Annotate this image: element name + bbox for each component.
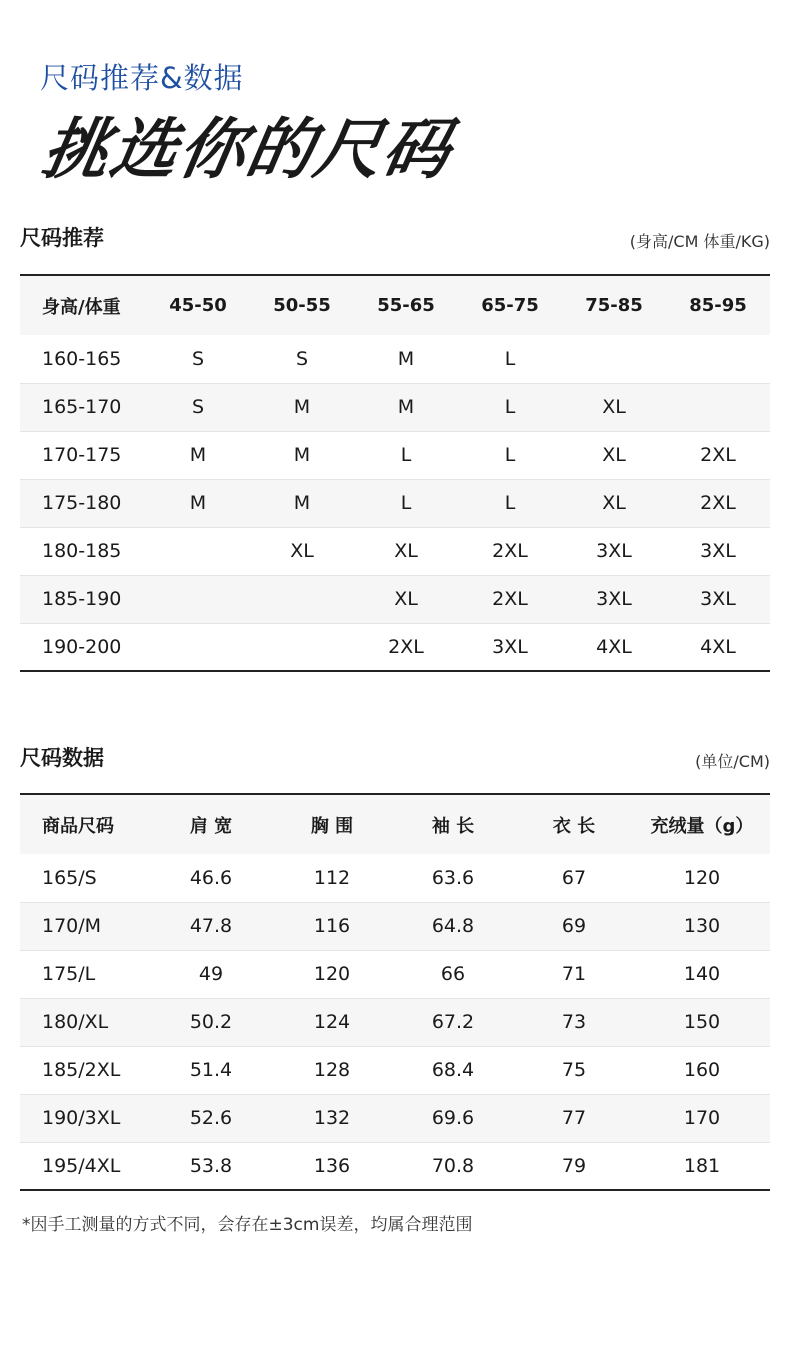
row-label-cell: 170-175 [20, 431, 146, 479]
column-header: 衣 长 [552, 815, 596, 837]
table-cell: XL [562, 383, 666, 431]
table-cell: 128 [272, 1046, 392, 1094]
column-header: 袖 长 [431, 815, 475, 837]
recommend-unit: (身高/CM 体重/KG) [629, 232, 770, 251]
size-recommend-table [20, 274, 770, 672]
data-unit: (单位/CM) [695, 752, 770, 771]
table-row [20, 383, 770, 431]
table-cell: 75 [514, 1046, 634, 1094]
table-row [20, 854, 770, 902]
table-cell: 69 [514, 902, 634, 950]
column-header: 85-95 [689, 295, 747, 316]
table-cell [146, 527, 250, 575]
row-label-cell: 190-200 [20, 623, 146, 671]
table-cell [250, 575, 354, 623]
table-cell: 68.4 [392, 1046, 514, 1094]
table-row [20, 527, 770, 575]
row-label-cell: 195/4XL [20, 1142, 150, 1190]
table-cell: 4XL [562, 623, 666, 671]
table-cell: M [354, 383, 458, 431]
row-label-cell: 160-165 [42, 347, 122, 370]
table-cell: 2XL [458, 527, 562, 575]
row-label-cell: 180-185 [20, 527, 146, 575]
table-row [20, 1046, 770, 1094]
column-header: 肩 宽 [189, 815, 233, 837]
table-row [20, 950, 770, 998]
table-cell: 3XL [458, 623, 562, 671]
table-row [20, 431, 770, 479]
table-cell: 50.2 [150, 998, 272, 1046]
column-header: 充绒量（g） [650, 815, 754, 837]
table-cell: 67.2 [392, 998, 514, 1046]
table-cell: XL [354, 527, 458, 575]
row-label-cell: 175-180 [20, 479, 146, 527]
table-cell: 3XL [666, 575, 770, 623]
column-header: 胸 围 [310, 815, 354, 837]
table-cell: 112 [313, 866, 351, 889]
table-cell: 140 [634, 950, 770, 998]
table-cell: 79 [514, 1142, 634, 1190]
table-cell: 3XL [666, 527, 770, 575]
table-cell [146, 623, 250, 671]
table-cell: 3XL [562, 575, 666, 623]
table-cell [146, 575, 250, 623]
table-cell: 63.6 [431, 866, 475, 889]
table-cell: 66 [392, 950, 514, 998]
table-cell: L [354, 431, 458, 479]
table-cell [666, 335, 770, 383]
table-cell: 69.6 [392, 1094, 514, 1142]
table-row [20, 998, 770, 1046]
table-row [20, 1142, 770, 1190]
table-cell: 67 [561, 866, 587, 889]
column-header: 75-85 [585, 295, 643, 316]
row-label-cell: 185-190 [20, 575, 146, 623]
table-cell: L [458, 479, 562, 527]
table-cell: M [250, 479, 354, 527]
column-header: 50-55 [273, 295, 331, 316]
table-row [20, 1094, 770, 1142]
table-cell: 4XL [666, 623, 770, 671]
table-cell: 49 [150, 950, 272, 998]
table-row [20, 902, 770, 950]
table-cell: S [295, 347, 309, 370]
table-cell: L [458, 383, 562, 431]
recommend-title: 尺码推荐 [20, 226, 104, 250]
table-cell: M [250, 383, 354, 431]
table-row [20, 575, 770, 623]
column-header: 身高/体重 [42, 296, 121, 318]
size-data-table [20, 793, 770, 1191]
table-cell: 71 [514, 950, 634, 998]
column-header: 65-75 [481, 295, 539, 316]
page-subtitle: 尺码推荐&数据 [40, 61, 244, 95]
table-cell: XL [250, 527, 354, 575]
table-cell: 170 [634, 1094, 770, 1142]
table-cell: 2XL [666, 431, 770, 479]
row-label-cell: 165/S [42, 866, 97, 889]
table-cell: 120 [272, 950, 392, 998]
table-cell: S [191, 347, 205, 370]
row-label-cell: 165-170 [20, 383, 146, 431]
table-cell: 51.4 [150, 1046, 272, 1094]
page-title: 挑选你的尺码 [36, 111, 459, 188]
table-cell: XL [562, 431, 666, 479]
table-cell [562, 335, 666, 383]
table-cell: XL [354, 575, 458, 623]
table-cell: 47.8 [150, 902, 272, 950]
table-row [20, 479, 770, 527]
row-label-cell: 180/XL [20, 998, 150, 1046]
table-cell: 53.8 [150, 1142, 272, 1190]
table-row [20, 623, 770, 671]
column-header: 45-50 [169, 295, 227, 316]
table-cell: L [504, 347, 516, 370]
recommend-section-header [20, 218, 770, 258]
measurement-note: *因手工测量的方式不同，会存在±3cm误差，均属合理范围 [22, 1215, 473, 1235]
table-cell: M [250, 431, 354, 479]
table-cell: 130 [634, 902, 770, 950]
table-cell: XL [562, 479, 666, 527]
table-cell: 132 [272, 1094, 392, 1142]
table-cell: 2XL [666, 479, 770, 527]
data-title: 尺码数据 [20, 746, 104, 770]
table-cell: 116 [272, 902, 392, 950]
table-cell: M [146, 431, 250, 479]
table-cell: 52.6 [150, 1094, 272, 1142]
table-cell: 64.8 [392, 902, 514, 950]
table-cell: 160 [634, 1046, 770, 1094]
table-cell [250, 623, 354, 671]
table-cell: 2XL [354, 623, 458, 671]
column-header: 商品尺码 [42, 815, 114, 837]
table-cell: 2XL [458, 575, 562, 623]
table-cell: L [458, 431, 562, 479]
table-cell: M [146, 479, 250, 527]
table-cell: 70.8 [392, 1142, 514, 1190]
table-cell: 120 [683, 866, 721, 889]
row-label-cell: 185/2XL [20, 1046, 150, 1094]
table-cell: L [354, 479, 458, 527]
data-section-header [20, 738, 770, 778]
table-cell: 136 [272, 1142, 392, 1190]
table-cell: S [146, 383, 250, 431]
column-header: 55-65 [377, 295, 435, 316]
table-cell: 150 [634, 998, 770, 1046]
table-cell: 46.6 [189, 866, 233, 889]
table-cell: 73 [514, 998, 634, 1046]
table-cell: 3XL [562, 527, 666, 575]
table-cell [666, 383, 770, 431]
table-header-row [20, 794, 770, 854]
table-cell: M [397, 347, 415, 370]
row-label-cell: 190/3XL [20, 1094, 150, 1142]
table-cell: 77 [514, 1094, 634, 1142]
table-cell: 181 [634, 1142, 770, 1190]
table-cell: 124 [272, 998, 392, 1046]
table-header-row [20, 275, 770, 335]
row-label-cell: 175/L [20, 950, 150, 998]
row-label-cell: 170/M [20, 902, 150, 950]
table-row [20, 335, 770, 383]
